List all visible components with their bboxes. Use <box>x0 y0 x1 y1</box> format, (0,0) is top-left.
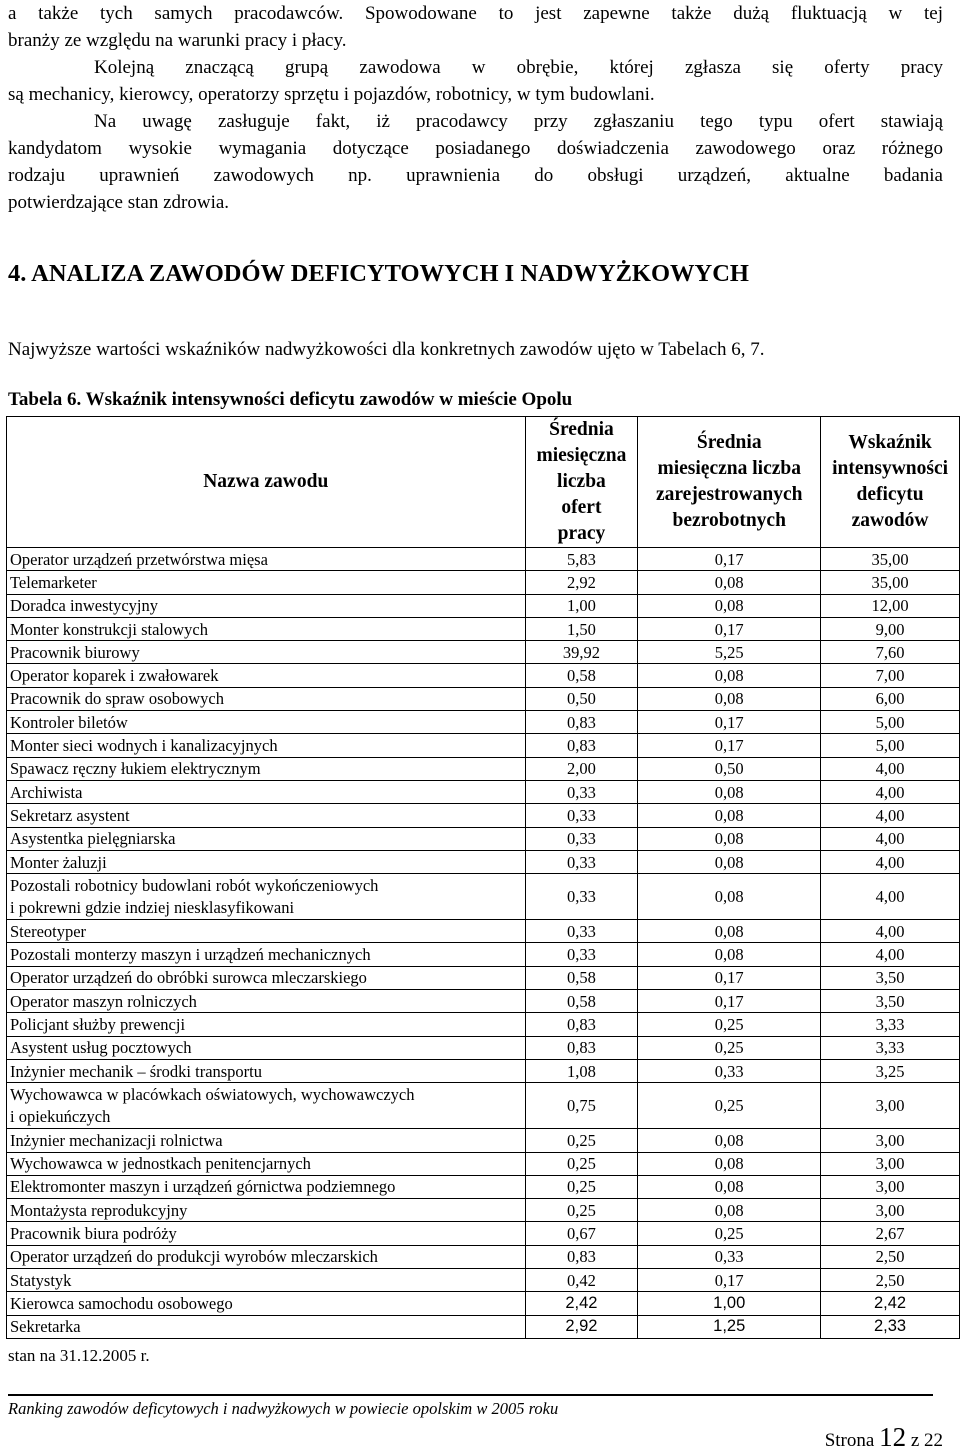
cell-name <box>7 874 526 920</box>
section-heading: 4. ANALIZA ZAWODÓW DEFICYTOWYCH I NADWYŻKOWYCH <box>8 260 749 287</box>
cell-offers: 0,83 <box>525 711 638 734</box>
cell-name: Operator urządzeń do produkcji wyrobów mleczarskich <box>7 1245 526 1268</box>
cell-unemployed: 0,08 <box>638 874 821 920</box>
cell-indicator: 4,00 <box>821 780 960 803</box>
page-separator: z <box>910 1430 920 1451</box>
cell-indicator: 2,33 <box>821 1315 960 1338</box>
cell-name: Statystyk <box>7 1269 526 1292</box>
cell-indicator: 5,00 <box>821 734 960 757</box>
cell-name: Asystentka pielęgniarska <box>7 827 526 850</box>
paragraph-1 <box>8 0 943 54</box>
cell-name: Spawacz ręczny łukiem elektrycznym <box>7 757 526 780</box>
cell-offers: 2,92 <box>525 571 638 594</box>
table-container <box>6 416 960 1339</box>
cell-name: Monter żaluzji <box>7 850 526 873</box>
header-line: miesięczna <box>536 445 627 466</box>
cell-name-line: i pokrewni gdzie indziej niesklasyfikowani <box>10 897 295 917</box>
table-row <box>7 990 960 1013</box>
header-line: zarejestrowanych <box>655 484 803 505</box>
table-row <box>7 1222 960 1245</box>
table-row <box>7 664 960 687</box>
cell-offers: 1,08 <box>525 1059 638 1082</box>
table-row <box>7 1199 960 1222</box>
cell-unemployed: 0,17 <box>638 990 821 1013</box>
cell-offers: 0,83 <box>525 734 638 757</box>
table-note: stan na 31.12.2005 r. <box>8 1346 150 1365</box>
cell-indicator: 3,00 <box>821 1175 960 1198</box>
header-unemployed <box>638 417 821 548</box>
table-row <box>7 594 960 617</box>
cell-indicator: 7,60 <box>821 641 960 664</box>
table-header-row <box>7 417 960 548</box>
paragraph-line: a także tych samych pracodawców. Spowodowane to jest zapewne także dużą fluktuacją w tej <box>8 3 943 24</box>
cell-name: Operator maszyn rolniczych <box>7 990 526 1013</box>
cell-unemployed: 0,08 <box>638 594 821 617</box>
cell-name: Inżynier mechanizacji rolnictwa <box>7 1129 526 1152</box>
cell-name: Policjant służby prewencji <box>7 1013 526 1036</box>
table-row <box>7 780 960 803</box>
cell-offers: 0,33 <box>525 943 638 966</box>
cell-offers: 5,83 <box>525 548 638 571</box>
cell-indicator: 5,00 <box>821 711 960 734</box>
table-row <box>7 804 960 827</box>
header-line: ofert <box>561 497 602 518</box>
cell-unemployed: 0,17 <box>638 1269 821 1292</box>
table-row <box>7 571 960 594</box>
cell-unemployed: 0,08 <box>638 943 821 966</box>
cell-name: Operator urządzeń do obróbki surowca mleczarskiego <box>7 966 526 989</box>
cell-offers: 0,83 <box>525 1013 638 1036</box>
table-row <box>7 1013 960 1036</box>
table-row <box>7 1152 960 1175</box>
cell-name: Operator urządzeń przetwórstwa mięsa <box>7 548 526 571</box>
header-line: bezrobotnych <box>672 510 786 531</box>
table-row <box>7 687 960 710</box>
cell-unemployed: 1,00 <box>638 1292 821 1315</box>
table-row <box>7 874 960 920</box>
header-line: deficytu <box>856 484 924 505</box>
header-offers <box>525 417 638 548</box>
cell-offers: 1,50 <box>525 617 638 640</box>
cell-unemployed: 0,08 <box>638 804 821 827</box>
header-line: Średnia <box>549 419 614 440</box>
table-row <box>7 1175 960 1198</box>
cell-indicator: 2,50 <box>821 1245 960 1268</box>
cell-offers: 0,58 <box>525 664 638 687</box>
cell-offers: 0,75 <box>525 1083 638 1129</box>
header-name: Nazwa zawodu <box>7 417 526 548</box>
cell-offers: 0,25 <box>525 1199 638 1222</box>
cell-offers: 2,92 <box>525 1315 638 1338</box>
page-current: 12 <box>879 1422 907 1452</box>
cell-offers: 0,83 <box>525 1036 638 1059</box>
cell-name: Archiwista <box>7 780 526 803</box>
cell-indicator: 7,00 <box>821 664 960 687</box>
cell-indicator: 3,00 <box>821 1129 960 1152</box>
cell-name: Sekretarz asystent <box>7 804 526 827</box>
header-line: Wskaźnik <box>848 432 932 453</box>
deficit-table <box>6 416 960 1339</box>
cell-unemployed: 0,08 <box>638 1199 821 1222</box>
cell-unemployed: 0,25 <box>638 1222 821 1245</box>
cell-unemployed: 0,50 <box>638 757 821 780</box>
cell-unemployed: 0,25 <box>638 1013 821 1036</box>
table-row <box>7 1059 960 1082</box>
cell-indicator: 35,00 <box>821 571 960 594</box>
cell-unemployed: 0,25 <box>638 1036 821 1059</box>
cell-offers: 0,25 <box>525 1129 638 1152</box>
footer-rule <box>8 1394 933 1396</box>
cell-offers: 0,33 <box>525 804 638 827</box>
cell-indicator: 3,25 <box>821 1059 960 1082</box>
cell-offers: 0,50 <box>525 687 638 710</box>
cell-indicator: 3,50 <box>821 990 960 1013</box>
cell-unemployed: 0,17 <box>638 734 821 757</box>
cell-name: Pozostali monterzy maszyn i urządzeń mechanicznych <box>7 943 526 966</box>
cell-indicator: 12,00 <box>821 594 960 617</box>
cell-unemployed: 0,08 <box>638 850 821 873</box>
table-row <box>7 1269 960 1292</box>
table-row <box>7 617 960 640</box>
cell-name: Stereotyper <box>7 920 526 943</box>
cell-indicator: 4,00 <box>821 850 960 873</box>
cell-name: Inżynier mechanik – środki transportu <box>7 1059 526 1082</box>
cell-indicator: 4,00 <box>821 874 960 920</box>
cell-offers: 0,67 <box>525 1222 638 1245</box>
page-total: 22 <box>924 1430 943 1451</box>
cell-name-line: i opiekuńczych <box>10 1106 111 1126</box>
header-line: pracy <box>557 523 606 544</box>
paragraph-2 <box>8 54 943 108</box>
table-row <box>7 827 960 850</box>
cell-unemployed: 0,17 <box>638 966 821 989</box>
cell-unemployed: 0,08 <box>638 1129 821 1152</box>
cell-indicator: 3,00 <box>821 1199 960 1222</box>
paragraph-line: kandydatom wysokie wymagania dotyczące posiadanego doświadczenia zawodowego oraz różnego <box>8 138 943 159</box>
table-row <box>7 920 960 943</box>
cell-offers: 0,58 <box>525 990 638 1013</box>
cell-name: Doradca inwestycyjny <box>7 594 526 617</box>
cell-unemployed: 0,08 <box>638 780 821 803</box>
cell-offers: 1,00 <box>525 594 638 617</box>
cell-offers: 0,33 <box>525 827 638 850</box>
table-row <box>7 1292 960 1315</box>
cell-unemployed: 0,08 <box>638 1175 821 1198</box>
paragraph-line: branży ze względu na warunki pracy i płacy. <box>8 30 347 51</box>
table-row <box>7 734 960 757</box>
cell-offers: 0,42 <box>525 1269 638 1292</box>
cell-indicator: 3,00 <box>821 1152 960 1175</box>
cell-indicator: 2,67 <box>821 1222 960 1245</box>
cell-offers: 0,33 <box>525 920 638 943</box>
table-row <box>7 1036 960 1059</box>
table-row <box>7 850 960 873</box>
cell-name: Wychowawca w jednostkach penitencjarnych <box>7 1152 526 1175</box>
table-row <box>7 711 960 734</box>
table-row <box>7 548 960 571</box>
cell-unemployed: 0,33 <box>638 1059 821 1082</box>
paragraph-3 <box>8 108 943 216</box>
cell-indicator: 3,33 <box>821 1013 960 1036</box>
table-body <box>7 548 960 1339</box>
cell-unemployed: 5,25 <box>638 641 821 664</box>
header-line: liczba <box>557 471 606 492</box>
table-row <box>7 943 960 966</box>
cell-offers: 0,25 <box>525 1175 638 1198</box>
cell-name: Kontroler biletów <box>7 711 526 734</box>
cell-offers: 0,58 <box>525 966 638 989</box>
header-line: miesięczna liczba <box>657 458 801 479</box>
cell-name: Operator koparek i zwałowarek <box>7 664 526 687</box>
cell-unemployed: 0,08 <box>638 571 821 594</box>
cell-name: Sekretarka <box>7 1315 526 1338</box>
table-row <box>7 1245 960 1268</box>
cell-offers: 0,33 <box>525 780 638 803</box>
cell-indicator: 3,00 <box>821 1083 960 1129</box>
cell-unemployed: 0,33 <box>638 1245 821 1268</box>
cell-offers: 0,33 <box>525 874 638 920</box>
cell-name: Kierowca samochodu osobowego <box>7 1292 526 1315</box>
cell-unemployed: 0,17 <box>638 617 821 640</box>
section-intro: Najwyższe wartości wskaźników nadwyżkowości dla konkretnych zawodów ujęto w Tabelach 6, 7. <box>8 339 765 360</box>
cell-unemployed: 0,25 <box>638 1083 821 1129</box>
cell-name: Asystent usług pocztowych <box>7 1036 526 1059</box>
cell-offers: 39,92 <box>525 641 638 664</box>
table-row <box>7 1083 960 1129</box>
table-row <box>7 966 960 989</box>
header-line: zawodów <box>851 510 929 531</box>
cell-indicator: 9,00 <box>821 617 960 640</box>
cell-unemployed: 0,08 <box>638 664 821 687</box>
table-row <box>7 1129 960 1152</box>
cell-indicator: 3,50 <box>821 966 960 989</box>
header-line: intensywności <box>832 458 949 479</box>
cell-offers: 0,25 <box>525 1152 638 1175</box>
cell-unemployed: 0,08 <box>638 687 821 710</box>
cell-name: Elektromonter maszyn i urządzeń górnictwa podziemnego <box>7 1175 526 1198</box>
cell-indicator: 3,33 <box>821 1036 960 1059</box>
header-indicator <box>821 417 960 548</box>
cell-name: Pracownik biurowy <box>7 641 526 664</box>
paragraph-line: rodzaju uprawnień zawodowych np. uprawnienia do obsługi urządzeń, aktualne badania <box>8 165 943 186</box>
cell-name: Monter konstrukcji stalowych <box>7 617 526 640</box>
cell-indicator: 6,00 <box>821 687 960 710</box>
cell-unemployed: 0,08 <box>638 1152 821 1175</box>
footer-title: Ranking zawodów deficytowych i nadwyżkowych w powiecie opolskim w 2005 roku <box>8 1399 559 1418</box>
cell-indicator: 35,00 <box>821 548 960 571</box>
table-row <box>7 1315 960 1338</box>
table-title: Tabela 6. Wskaźnik intensywności deficytu zawodów w mieście Opolu <box>8 389 573 410</box>
cell-name-line: Pozostali robotnicy budowlani robót wykończeniowych <box>10 875 379 895</box>
cell-name: Pracownik do spraw osobowych <box>7 687 526 710</box>
header-line: Średnia <box>696 432 762 453</box>
cell-name: Monter sieci wodnych i kanalizacyjnych <box>7 734 526 757</box>
paragraph-line: są mechanicy, kierowcy, operatorzy sprzętu i pojazdów, robotnicy, w tym budowlani. <box>8 84 655 105</box>
cell-name <box>7 1083 526 1129</box>
cell-indicator: 4,00 <box>821 827 960 850</box>
table-row <box>7 757 960 780</box>
page-label: Strona <box>824 1430 875 1451</box>
cell-indicator: 2,50 <box>821 1269 960 1292</box>
cell-offers: 0,33 <box>525 850 638 873</box>
cell-offers: 2,42 <box>525 1292 638 1315</box>
cell-unemployed: 0,08 <box>638 827 821 850</box>
paragraph-line: potwierdzające stan zdrowia. <box>8 192 230 213</box>
cell-unemployed: 0,17 <box>638 711 821 734</box>
paragraph-line: Kolejną znaczącą grupą zawodowa w obrębie, której zgłasza się oferty pracy <box>94 57 943 78</box>
cell-indicator: 2,42 <box>821 1292 960 1315</box>
cell-unemployed: 0,08 <box>638 920 821 943</box>
table-row <box>7 641 960 664</box>
cell-indicator: 4,00 <box>821 804 960 827</box>
cell-name-line: Wychowawca w placówkach oświatowych, wychowawczych <box>10 1084 415 1104</box>
cell-indicator: 4,00 <box>821 757 960 780</box>
cell-unemployed: 1,25 <box>638 1315 821 1338</box>
paragraph-line: Na uwagę zasługuje fakt, iż pracodawcy przy zgłaszaniu tego typu ofert stawiają <box>94 111 943 132</box>
cell-offers: 0,83 <box>525 1245 638 1268</box>
cell-offers: 2,00 <box>525 757 638 780</box>
cell-name: Pracownik biura podróży <box>7 1222 526 1245</box>
cell-name: Montażysta reprodukcyjny <box>7 1199 526 1222</box>
cell-indicator: 4,00 <box>821 920 960 943</box>
cell-unemployed: 0,17 <box>638 548 821 571</box>
page-number <box>825 1422 943 1453</box>
cell-indicator: 4,00 <box>821 943 960 966</box>
cell-name: Telemarketer <box>7 571 526 594</box>
